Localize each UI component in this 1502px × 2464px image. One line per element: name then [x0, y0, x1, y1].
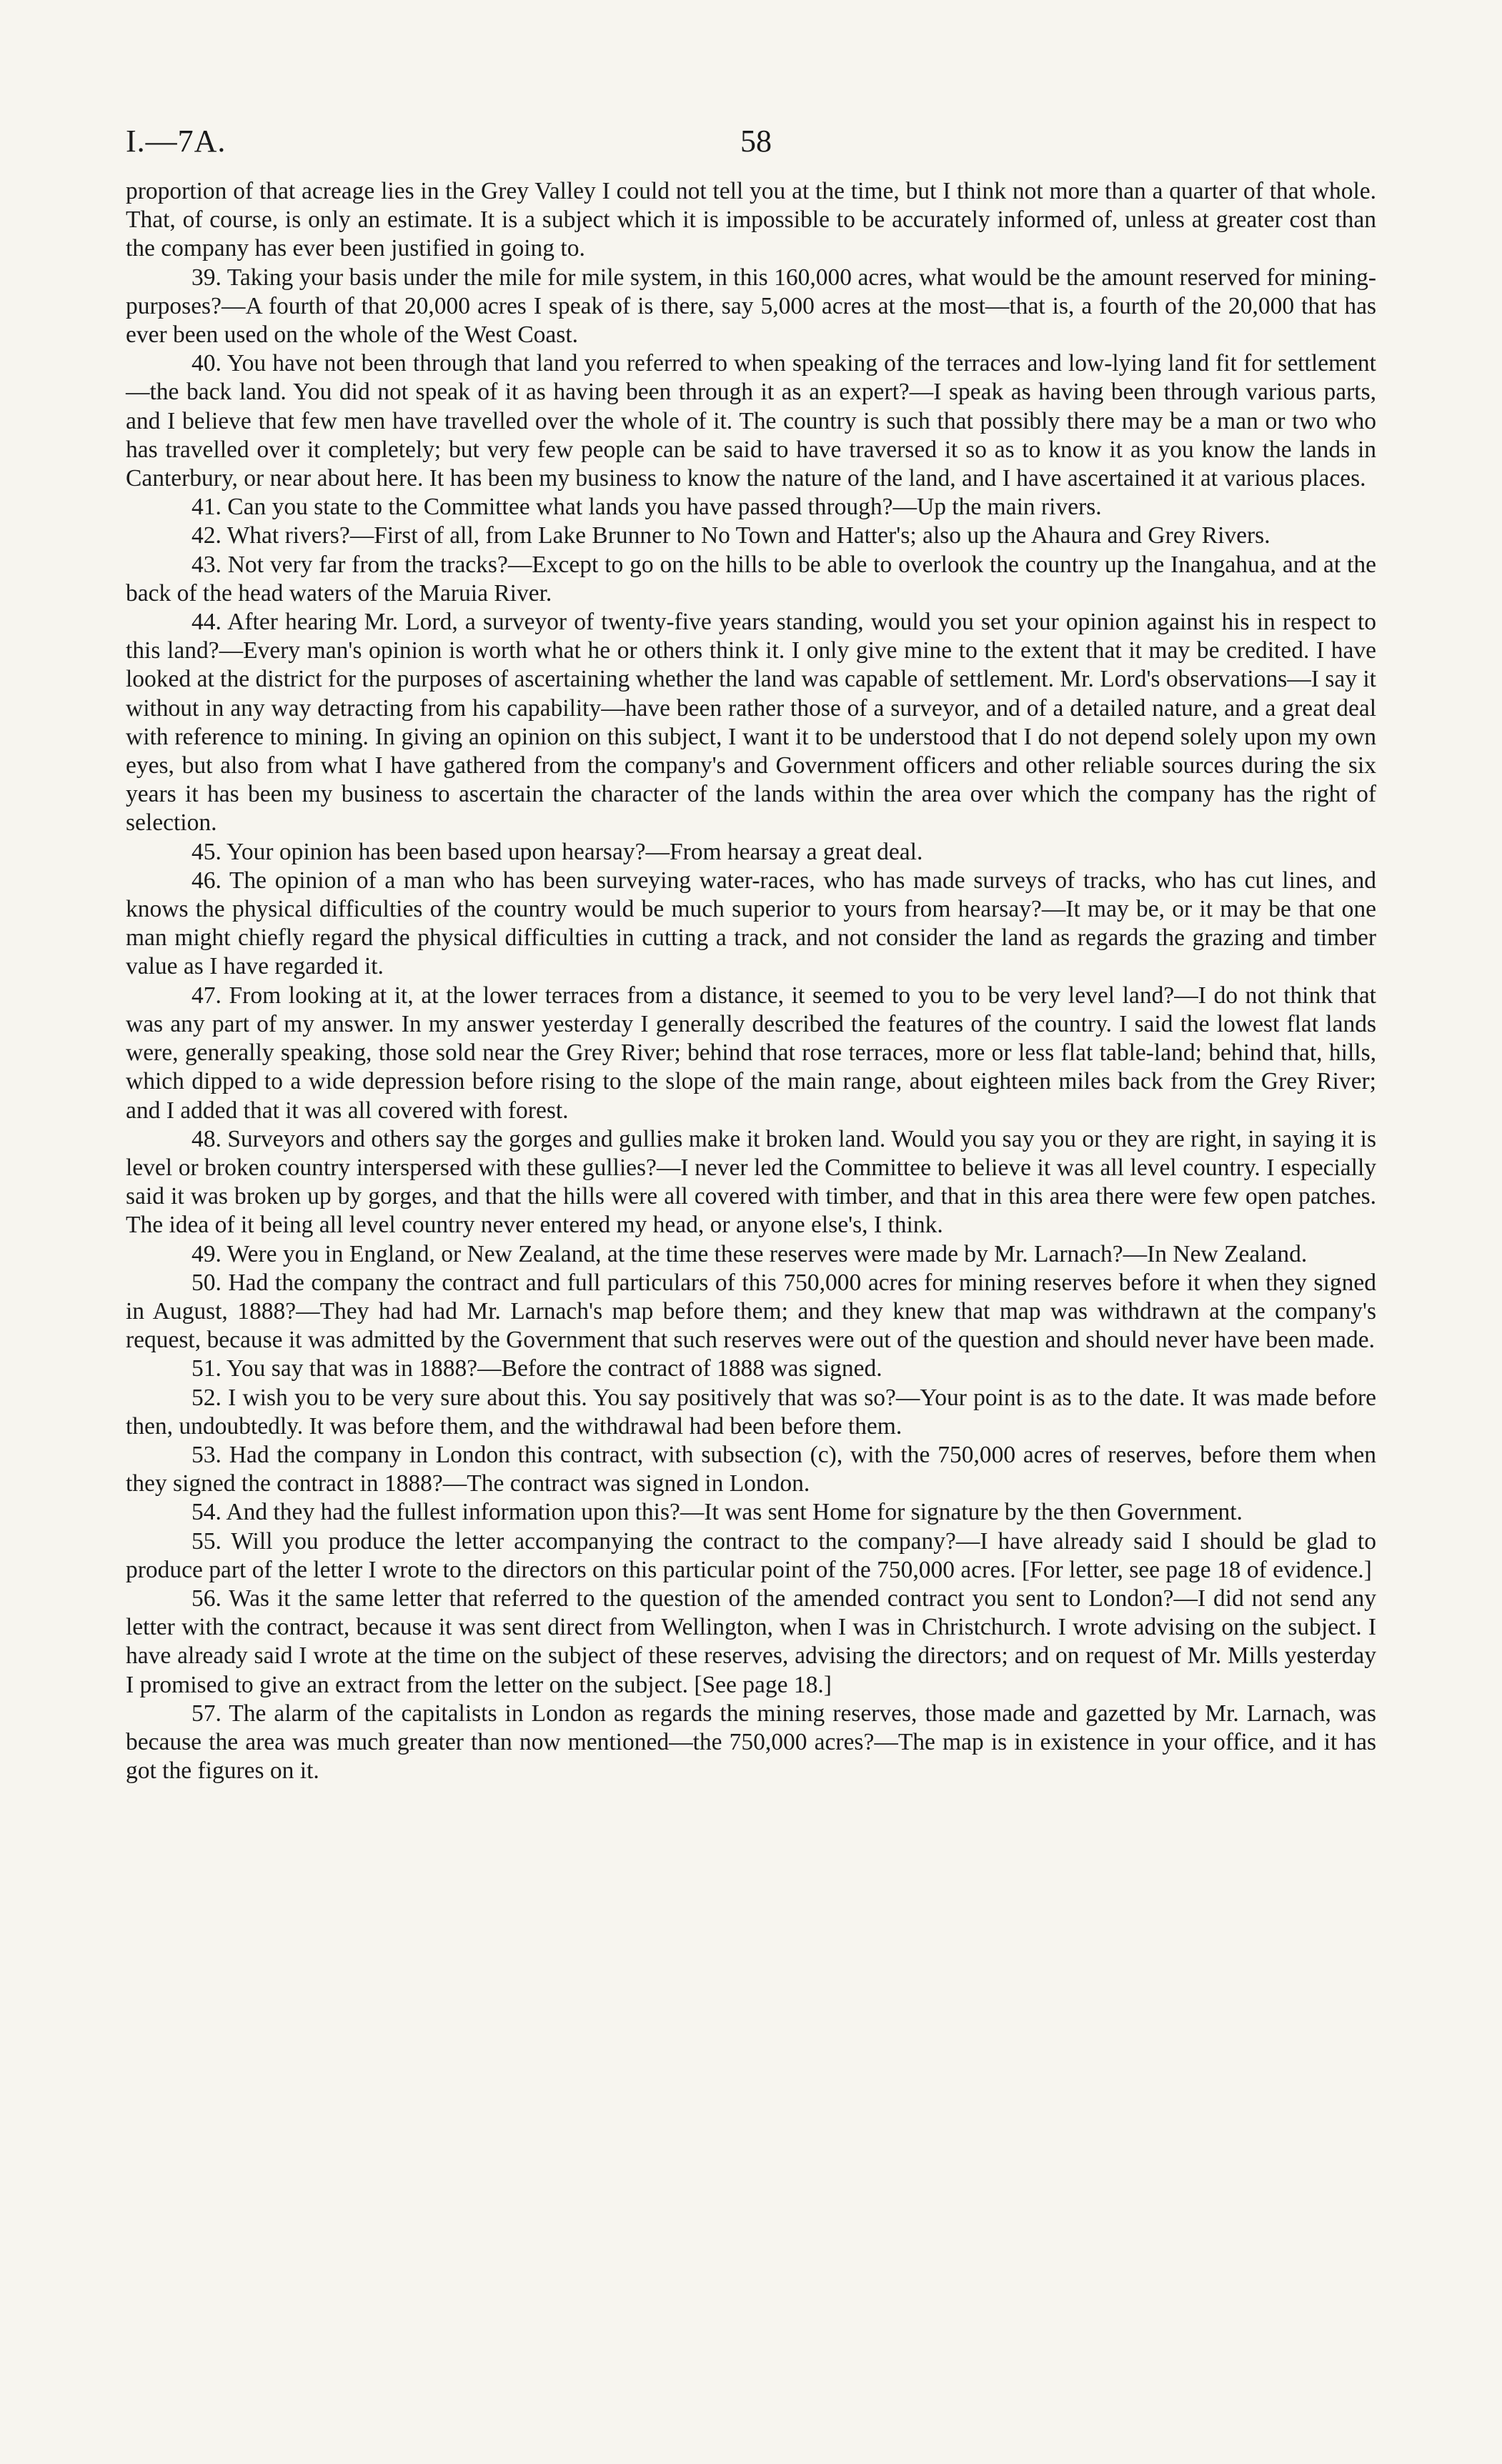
document-body — [126, 177, 1376, 1785]
paragraph-q40: 40. You have not been through that land you referred to when speaking of the terraces and low-lying land fit for settlement—the back land. You did not speak of it as having been through it as an expert?—I speak as having been through various parts, and I believe that few men have travelled over the whole of it. The country is such that possibly there may be a man or two who has travelled over it completely; but very few people can be said to have traversed it so as to know it as you know the lands in Canterbury, or near about here. It has been my business to know the nature of the land, and I have ascertained it at various places. — [126, 350, 1376, 492]
paragraph-q50: 50. Had the company the contract and full particulars of this 750,000 acres for mining reserves before it when they signed in August, 1888?—They had had Mr. Larnach's map before them; and they knew that map was withdrawn at the company's request, because it was admitted by the Government that such reserves were out of the question and should never have been made. — [126, 1269, 1376, 1354]
document-reference: I.—7A. — [126, 124, 227, 159]
paragraph-q44: 44. After hearing Mr. Lord, a surveyor of twenty-five years standing, would you set your opinion against his in respect to this land?—Every man's opinion is worth what he or others think it. I only give mine to the extent that it may be credited. I have looked at the district for the purposes of ascertaining whether the land was capable of settlement. Mr. Lord's observations—I say it without in any way detracting from his capability—have been rather those of a surveyor, and of a detailed nature, and a great deal with reference to mining. In giving an opinion on this subject, I want it to be understood that I do not depend solely upon my own eyes, but also from what I have gathered from the company's and Government officers and other reliable sources during the six years it has been my business to ascertain the character of the lands within the area over which the company has the right of selection. — [126, 609, 1376, 837]
paragraph-q45: 45. Your opinion has been based upon hearsay?—From hearsay a great deal. — [192, 838, 923, 865]
paragraph-q53: 53. Had the company in London this contract, with subsection (c), with the 750,000 acres of reserves, before them when they signed the contract in 1888?—The contract was signed in London. — [126, 1441, 1376, 1497]
paragraph-q43: 43. Not very far from the tracks?—Except to go on the hills to be able to overlook the country up the Inangahua, and at the back of the head waters of the Maruia River. — [126, 551, 1376, 607]
paragraph-q49: 49. Were you in England, or New Zealand, at the time these reserves were made by Mr. Larnach?—In New Zealand. — [192, 1240, 1308, 1267]
page-number: 58 — [740, 124, 772, 159]
paragraph-q47: 47. From looking at it, at the lower terraces from a distance, it seemed to you to be very level land?—I do not think that was any part of my answer. In my answer yesterday I generally described the features of the country. I said the lowest flat lands were, generally speaking, those sold near the Grey River; behind that rose terraces, more or less flat table-land; behind that, hills, which dipped to a wide depression before rising to the slope of the main range, about eighteen miles back from the Grey River; and I added that it was all covered with forest. — [126, 982, 1376, 1124]
paragraph-q57: 57. The alarm of the capitalists in London as regards the mining reserves, those made and gazetted by Mr. Larnach, was because the area was much greater than now mentioned—the 750,000 acres?—The map is in existence in your office, and it has got the figures on it. — [126, 1700, 1376, 1785]
paragraph-q46: 46. The opinion of a man who has been surveying water-races, who has made surveys of tracks, who has cut lines, and knows the physical difficulties of the country would be much superior to yours from hearsay?—It may be, or it may be that one man might chiefly regard the physical difficulties in cutting a track, and not consider the land as regards the grazing and timber value as I have regarded it. — [126, 867, 1376, 980]
paragraph-q42: 42. What rivers?—First of all, from Lake Brunner to No Town and Hatter's; also up the Ahaura and Grey Rivers. — [192, 522, 1270, 549]
paragraph-q55: 55. Will you produce the letter accompanying the contract to the company?—I have already said I should be glad to produce part of the letter I wrote to the directors on this particular point of the 750,000 acres. [For letter, see page 18 of evidence.] — [126, 1527, 1376, 1583]
paragraph-q41: 41. Can you state to the Committee what lands you have passed through?—Up the main rivers. — [192, 494, 1102, 521]
paragraph-q48: 48. Surveyors and others say the gorges and gullies make it broken land. Would you say you or they are right, in saying it is level or broken country interspersed with these gullies?—I never led the Committee to believe it was all level country. I especially said it was broken up by gorges, and that the hills were all covered with timber, and that in this area there were few open patches. The idea of it being all level country never entered my head, or anyone else's, I think. — [126, 1125, 1376, 1239]
paragraph-q54: 54. And they had the fullest information upon this?—It was sent Home for signature by the then Government. — [192, 1499, 1243, 1526]
paragraph-q51: 51. You say that was in 1888?—Before the contract of 1888 was signed. — [192, 1355, 882, 1382]
paragraph-continuation: proportion of that acreage lies in the Grey Valley I could not tell you at the time, but I think not more than a quarter of that whole. That, of course, is only an estimate. It is a subject which it is impossible to be accurately informed of, unless at greater cost than the company has ever been justified in going to. — [126, 178, 1376, 262]
paragraph-q56: 56. Was it the same letter that referred to the question of the amended contract you sent to London?—I did not send any letter with the contract, because it was sent direct from Wellington, when I was in Christchurch. I wrote advising on the subject. I have already said I wrote at the time on the subject of these reserves, advising the directors; and on request of Mr. Mills yesterday I promised to give an extract from the letter on the subject. [See page 18.] — [126, 1585, 1376, 1698]
page-header — [126, 123, 1376, 173]
paragraph-q39: 39. Taking your basis under the mile for mile system, in this 160,000 acres, what would be the amount reserved for mining-purposes?—A fourth of that 20,000 acres I speak of is there, say 5,000 acres at the most—that is, a fourth of the 20,000 that has ever been used on the whole of the West Coast. — [126, 264, 1376, 349]
paragraph-q52: 52. I wish you to be very sure about this. You say positively that was so?—Your point is as to the date. It was made before then, undoubtedly. It was before them, and the withdrawal had been before them. — [126, 1384, 1376, 1440]
